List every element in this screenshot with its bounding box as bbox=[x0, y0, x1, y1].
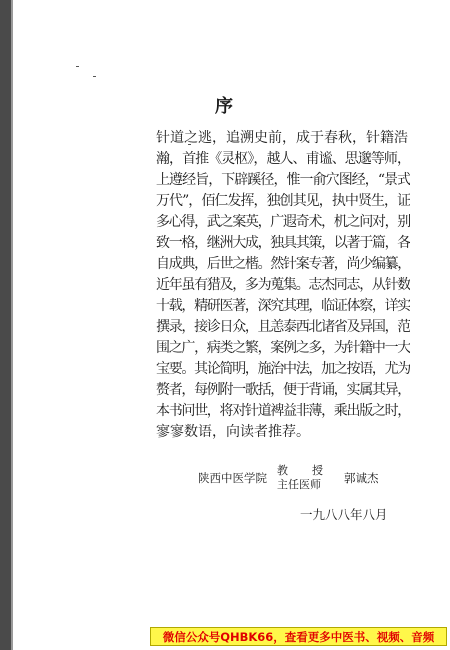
text-line: 致一格，继洲大成，独具其策，以著于篇，各 bbox=[156, 235, 410, 251]
signature-title-chief-physician: 主任医师 bbox=[277, 478, 321, 491]
page-title: 序 bbox=[215, 96, 235, 117]
text-line: 寥寥数语，向读者推荐。 bbox=[156, 424, 310, 440]
signature-title-professor: 教授 bbox=[277, 464, 347, 477]
text-line: 围之广，病类之繁，案例之多，为针籍中一大 bbox=[156, 340, 410, 356]
text-line: 多心得，武之案英，广遐奇术，机之问对，别 bbox=[156, 214, 410, 230]
preface-date: 一九八八年八月 bbox=[300, 507, 388, 522]
signature-block bbox=[198, 462, 418, 502]
text-line: 本书问世，将对针道裨益非薄，乘出版之时， bbox=[156, 403, 410, 419]
text-line: 近年虽有猎及，多为蒐集。志杰同志，从针数 bbox=[156, 277, 410, 293]
promo-banner: 微信公众号QHBK66，查看更多中医书、视频、音频 bbox=[150, 627, 447, 646]
signature-institution: 陕西中医学院 bbox=[198, 471, 267, 485]
text-line: 宝要。其论简明，施治中法，加之按语，尤为 bbox=[156, 361, 410, 377]
text-line: 瀚，首推《灵枢》，越人、甫谧、思邈等师， bbox=[156, 151, 410, 167]
signature-name: 郭诚杰 bbox=[344, 471, 379, 485]
text-line: 赘者，每例附一歌括，便于背诵，实属其异， bbox=[156, 382, 410, 398]
preface-body bbox=[156, 128, 410, 443]
text-line: 针道之逃，追溯史前，成于春秋，针籍浩 bbox=[156, 130, 408, 146]
text-line: 自成典，后世之楷。然针案专著，尚少编纂， bbox=[156, 256, 410, 272]
text-line: 上遵经旨，下辟蹊径，惟一俞穴图经，“景式 bbox=[156, 172, 410, 188]
text-line: 撰录，接诊日众，且恙泰西北诸省及异国，范 bbox=[156, 319, 410, 335]
text-line: 十载，精研医著，深究其理，临证体察，详实 bbox=[156, 298, 410, 314]
text-line: 万代”，佰仁发挥，独创其见，执中贤生，证 bbox=[156, 193, 410, 209]
